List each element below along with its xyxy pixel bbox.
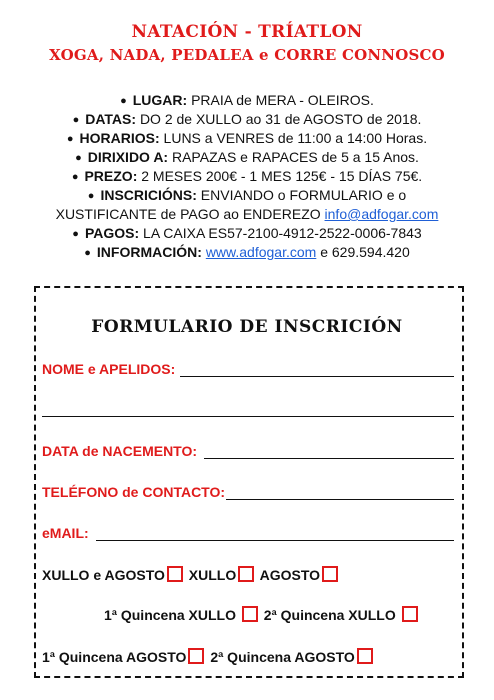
option-label: AGOSTO <box>259 567 321 583</box>
info-label: INFORMACIÓN: <box>96 244 202 260</box>
option-label: XULLO e AGOSTO <box>42 567 165 583</box>
info-phone: e 629.594.420 <box>320 244 410 260</box>
options-row-months <box>42 566 340 583</box>
info-value: XUSTIFICANTE de PAGO ao ENDEREZO <box>55 206 321 222</box>
data-nacemento-label: DATA de NACEMENTO: <box>42 443 198 459</box>
info-value: LA CAIXA ES57-2100-4912-2522-0006-7843 <box>143 225 422 241</box>
form-title: FORMULARIO DE INSCRICIÓN <box>91 317 403 337</box>
info-label: HORARIOS: <box>79 130 160 146</box>
info-label: LUGAR: <box>132 92 188 108</box>
info-value: ENVIANDO o FORMULARIO e o <box>200 187 407 203</box>
info-value: DO 2 de XULLO ao 31 de AGOSTO de 2018. <box>139 111 422 127</box>
info-value: 2 MESES 200€ - 1 MES 125€ - 15 DÍAS 75€. <box>141 168 423 184</box>
q2-agosto-checkbox[interactable] <box>357 648 373 664</box>
info-label: PREZO: <box>84 168 138 184</box>
bullet-icon: ● <box>66 133 74 145</box>
info-lugar <box>0 91 494 111</box>
bullet-icon: ● <box>72 228 79 240</box>
telefono-field[interactable] <box>226 499 454 500</box>
data-nacemento-field[interactable] <box>204 458 454 459</box>
website-link[interactable]: www.adfogar.com <box>205 244 317 260</box>
option-label: XULLO <box>188 567 237 583</box>
info-label: INSCRICIÓNS: <box>100 187 197 203</box>
info-pagos <box>0 224 494 244</box>
info-label: DIRIXIDO A: <box>87 149 169 165</box>
option-label: 1ª Quincena XULLO <box>104 607 236 623</box>
q1-xullo-checkbox[interactable] <box>242 606 258 622</box>
telefono-label: TELÉFONO de CONTACTO: <box>42 484 226 500</box>
bullet-icon: ● <box>120 95 127 107</box>
q2-xullo-checkbox[interactable] <box>402 606 418 622</box>
bullet-icon: ● <box>84 247 91 259</box>
info-label: DATAS: <box>85 111 137 127</box>
bullet-icon: ● <box>71 171 79 183</box>
email-field[interactable] <box>96 540 454 541</box>
page-title: NATACIÓN - TRÍATLON <box>131 22 363 42</box>
email-link[interactable]: info@adfogar.com <box>324 206 439 222</box>
nome-label: NOME e APELIDOS: <box>42 361 176 377</box>
q1-agosto-checkbox[interactable] <box>188 648 204 664</box>
info-informacion <box>0 243 494 263</box>
agosto-checkbox[interactable] <box>322 566 338 582</box>
nome-field-line2[interactable] <box>42 416 454 417</box>
bullet-icon: ● <box>75 152 82 164</box>
info-dirixido <box>0 148 494 168</box>
info-label: PAGOS: <box>84 225 140 241</box>
xullo-agosto-checkbox[interactable] <box>167 566 183 582</box>
bullet-icon: ● <box>87 190 95 202</box>
option-label: 1ª Quincena AGOSTO <box>42 649 187 665</box>
xullo-checkbox[interactable] <box>238 566 254 582</box>
bullet-icon: ● <box>72 114 80 126</box>
option-label: 2ª Quincena XULLO <box>263 607 396 623</box>
info-value: RAPAZAS e RAPACES de 5 a 15 Anos. <box>171 149 419 165</box>
info-inscricions-line2 <box>0 205 494 224</box>
nome-field[interactable] <box>180 376 454 377</box>
info-value: PRAIA de MERA - OLEIROS. <box>191 92 374 108</box>
page-subtitle: XOGA, NADA, PEDALEA e CORRE CONNOSCO <box>49 46 445 64</box>
info-inscricions <box>0 186 494 206</box>
info-value: LUNS a VENRES de 11:00 a 14:00 Horas. <box>163 130 428 146</box>
info-horarios <box>0 129 494 149</box>
options-row-xullo-quincenas <box>104 606 420 623</box>
option-label: 2ª Quincena AGOSTO <box>210 649 355 665</box>
email-label: eMAIL: <box>42 525 89 541</box>
info-prezo <box>0 167 494 187</box>
info-datas <box>0 110 494 130</box>
options-row-agosto-quincenas <box>42 648 375 665</box>
